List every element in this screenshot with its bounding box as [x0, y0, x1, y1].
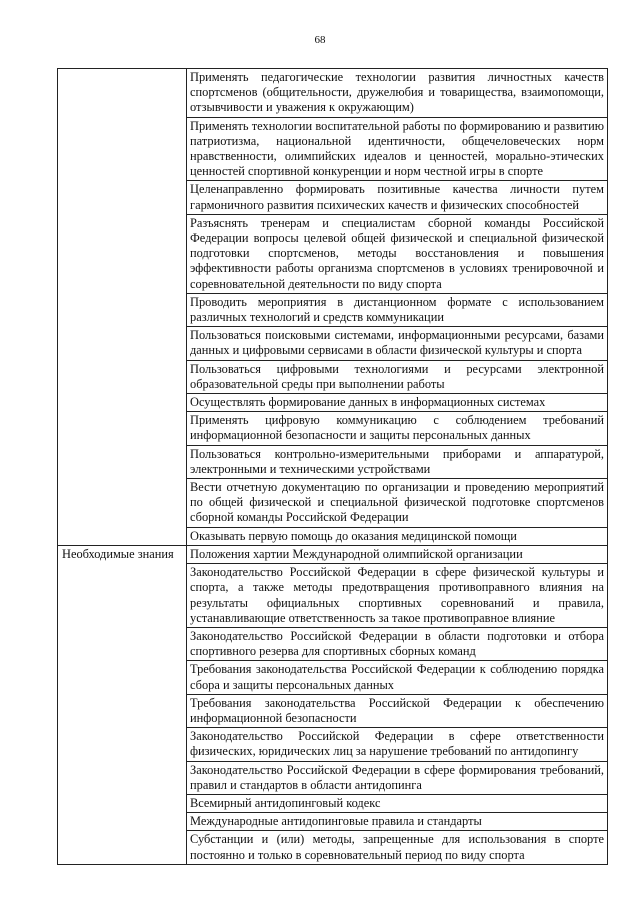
table-cell: Требования законодательства Российской Федерации к обеспечению информационной безопасности [187, 694, 608, 727]
table-cell: Международные антидопинговые правила и стандарты [187, 813, 608, 831]
table-cell: Всемирный антидопинговый кодекс [187, 794, 608, 812]
competency-table [57, 68, 608, 865]
table-cell: Требования законодательства Российской Федерации к соблюдению порядка сбора и защиты персональных данных [187, 661, 608, 694]
table-cell: Пользоваться поисковыми системами, информационными ресурсами, базами данных и цифровыми сервисами в области физической культуры и спорта [187, 327, 608, 360]
table-row [58, 545, 608, 563]
table-cell: Применять технологии воспитательной работы по формированию и развитию патриотизма, национальной идентичности, общечеловеческих норм нравственности, олимпийских идеалов и ценностей, морально-этических ценностей спортивной конкуренции и норм честной игры в спорте [187, 117, 608, 181]
table-cell: Пользоваться цифровыми технологиями и ресурсами электронной образовательной среды при выполнении работы [187, 360, 608, 393]
table-cell: Законодательство Российской Федерации в сфере ответственности физических, юридических лиц за нарушение требований по антидопингу [187, 728, 608, 761]
table-cell: Субстанции и (или) методы, запрещенные для использования в спорте постоянно и только в соревновательный период по виду спорта [187, 831, 608, 864]
page-number: 68 [314, 34, 326, 46]
table-row [58, 69, 608, 118]
table-cell: Вести отчетную документацию по организации и проведению мероприятий по общей физической и специальной физической подготовке спортсменов сборной команды Российской Федерации [187, 479, 608, 528]
table-cell: Применять педагогические технологии развития личностных качеств спортсменов (общительности, дружелюбия и товарищества, взаимопомощи, отзывчивости и уважения к окружающим) [187, 69, 608, 118]
knowledge-label-cell: Необходимые знания [58, 545, 187, 864]
table-cell: Целенаправленно формировать позитивные качества личности путем гармоничного развития психических качеств и физических способностей [187, 181, 608, 214]
table-cell: Законодательство Российской Федерации в области подготовки и отбора спортивного резерва для спортивных сборных команд [187, 627, 608, 660]
table-cell: Разъяснять тренерам и специалистам сборной команды Российской Федерации вопросы целевой общей физической и специальной физической подготовки спортсменов, методы восстановления и повышения эффективности работы организма спортсменов в условиях тренировочной и соревновательной деятельности по виду спорта [187, 214, 608, 293]
table-cell: Пользоваться контрольно-измерительными приборами и аппаратурой, электронными и техническими устройствами [187, 445, 608, 478]
table-cell: Положения хартии Международной олимпийской организации [187, 545, 608, 563]
table-cell: Применять цифровую коммуникацию с соблюдением требований информационной безопасности и защиты персональных данных [187, 412, 608, 445]
table-cell: Оказывать первую помощь до оказания медицинской помощи [187, 527, 608, 545]
table-cell: Законодательство Российской Федерации в сфере формирования требований, правил и стандартов в области антидопинга [187, 761, 608, 794]
skills-label-cell [58, 69, 187, 546]
table-cell: Осуществлять формирование данных в информационных системах [187, 394, 608, 412]
table-cell: Проводить мероприятия в дистанционном формате с использованием различных технологий и средств коммуникации [187, 293, 608, 326]
table-cell: Законодательство Российской Федерации в сфере физической культуры и спорта, а также методы предотвращения противоправного влияния на результаты официальных спортивных соревнований и правила, устанавливающие ответственность за такое противоправное влияние [187, 564, 608, 628]
